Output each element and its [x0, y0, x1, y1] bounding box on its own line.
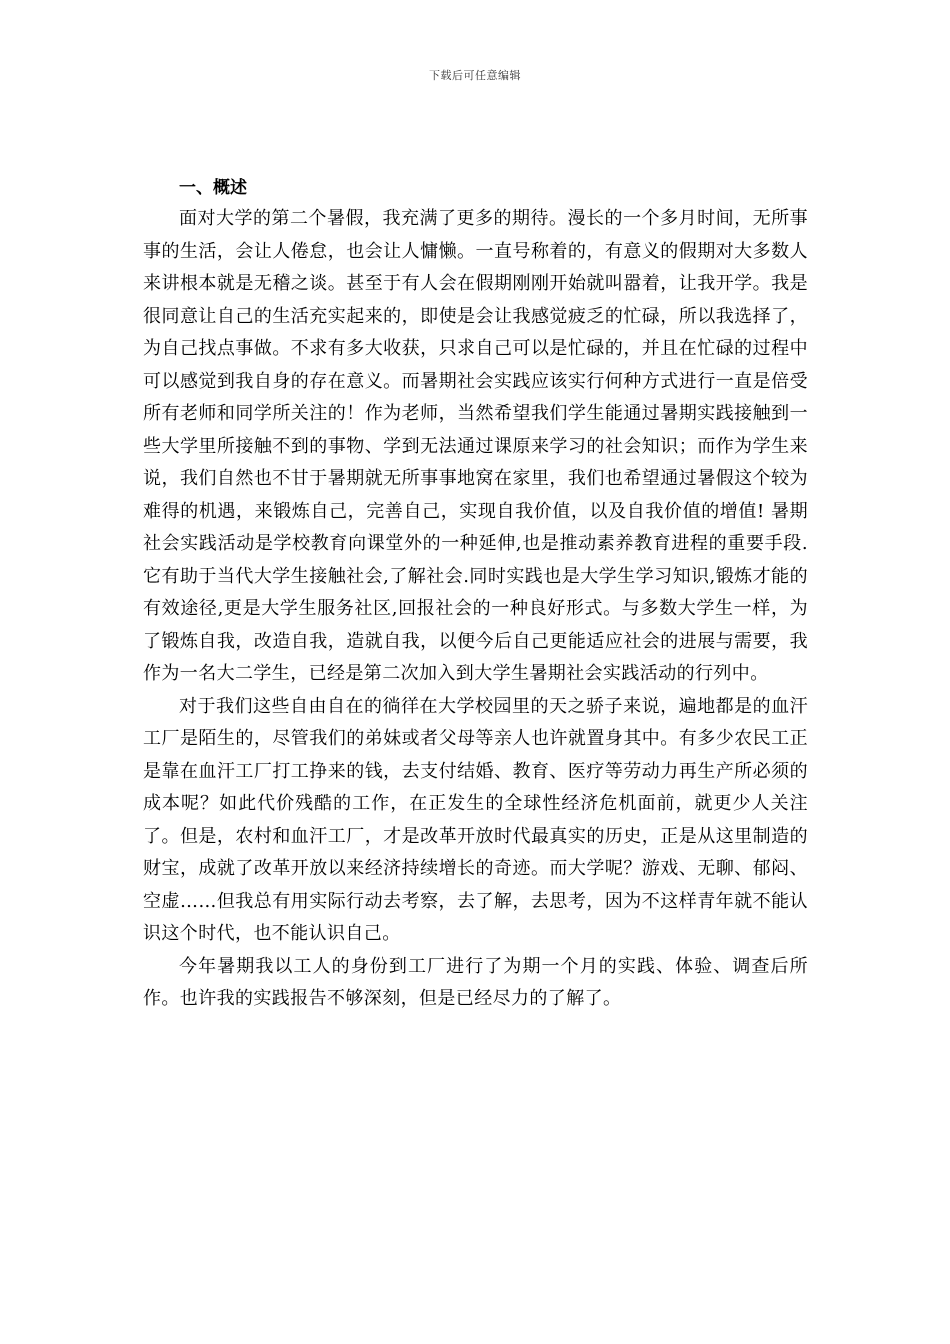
header-note: 下载后可任意编辑	[429, 69, 521, 82]
body-paragraph: 对于我们这些自由自在的徜徉在大学校园里的天之骄子来说，遍地都是的血汗工厂是陌生的，尽管我们的弟妹或者父母等亲人也许就置身其中。有多少农民工正是靠在血汗工厂打工挣来的钱，去支付结婚、教育、医疗等劳动力再生产所必须的成本呢？如此代价残酷的工作，在正发生的全球性经济危机面前，就更少人关注了。但是，农村和血汗工厂，才是改革开放时代最真实的历史，正是从这里制造的财宝，成就了改革开放以来经济持续增长的奇迹。而大学呢？游戏、无聊、郁闷、空虚……但我总有用实际行动去考察，去了解，去思考，因为不这样青年就不能认识这个时代，也不能认识自己。	[143, 695, 808, 944]
section-title: 一、概述	[179, 178, 247, 198]
document-body	[143, 173, 808, 1016]
body-paragraph: 今年暑期我以工人的身份到工厂进行了为期一个月的实践、体验、调查后所作。也许我的实践报告不够深刻，但是已经尽力的了解了。	[143, 955, 808, 1009]
body-paragraph: 面对大学的第二个暑假，我充满了更多的期待。漫长的一个多月时间，无所事事的生活，会让人倦怠，也会让人慵懒。一直号称着的，有意义的假期对大多数人来讲根本就是无稽之谈。甚至于有人会在假期刚刚开始就叫嚣着，让我开学。我是很同意让自己的生活充实起来的，即使是会让我感觉疲乏的忙碌，所以我选择了，为自己找点事做。不求有多大收获，只求自己可以是忙碌的，并且在忙碌的过程中可以感觉到我自身的存在意义。而暑期社会实践应该实行何种方式进行一直是倍受所有老师和同学所关注的！作为老师，当然希望我们学生能通过暑期实践接触到一些大学里所接触不到的事物、学到无法通过课原来学习的社会知识；而作为学生来说，我们自然也不甘于暑期就无所事事地窝在家里，我们也希望通过暑假这个较为难得的机遇，来锻炼自己，完善自己，实现自我价值，以及自我价值的增值! 暑期社会实践活动是学校教育向课堂外的一种延伸,也是推动素养教育进程的重要手段.它有助于当代大学生接触社会,了解社会.同时实践也是大学生学习知识,锻炼才能的有效途径,更是大学生服务社区,回报社会的一种良好形式。与多数大学生一样，为了锻炼自我，改造自我，造就自我，以便今后自己更能适应社会的进展与需要，我作为一名大二学生，已经是第二次加入到大学生暑期社会实践活动的行列中。	[143, 208, 808, 684]
